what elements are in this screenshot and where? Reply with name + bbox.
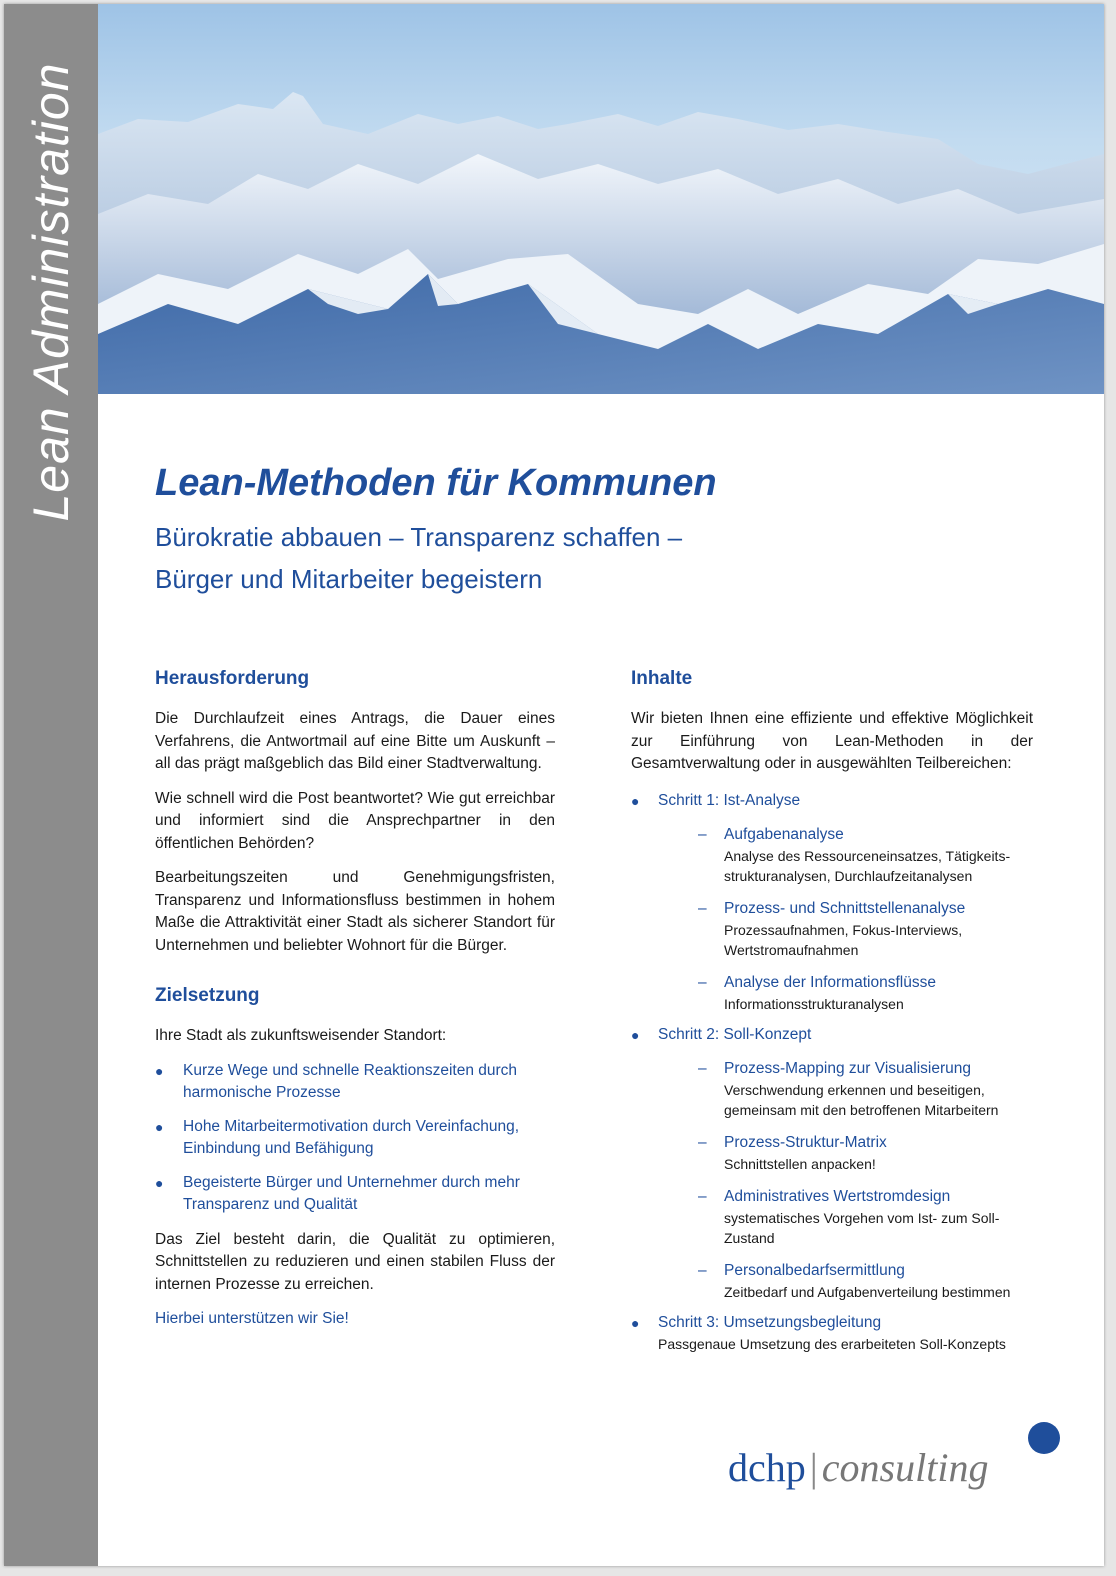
step-item [631, 790, 1033, 1014]
step-desc: Passgenaue Umsetzung des erarbeiteten Soll-Konzepts [658, 1335, 1006, 1352]
steps-list [631, 790, 1033, 1354]
substep-label: Aufgabenanalyse [724, 825, 844, 843]
right-column [631, 668, 1033, 1364]
logo-brand: dchp [728, 1445, 806, 1490]
substep-item [658, 1058, 1033, 1120]
contents-intro: Wir bieten Ihnen eine effiziente und effektive Möglichkeit zur Einführung von Lean-Methoden in der Gesamtverwaltung oder in ausgewählten Teilbereichen: [631, 710, 1033, 772]
step-label: Schritt 2: Soll-Konzept [658, 1025, 812, 1043]
goal-bullet-list [155, 1060, 555, 1217]
dash-icon: – [698, 1187, 707, 1205]
bullet-dot-icon: ● [155, 1062, 164, 1079]
substep-desc: Schnittstellen anpacken! [724, 1155, 876, 1172]
substep-label: Prozess-Struktur-Matrix [724, 1133, 887, 1151]
substep-desc: Analyse des Ressourceneinsatzes, Tätigkeits-strukturanalysen, Durchlaufzeitanalysen [724, 847, 1011, 884]
step-item [631, 1024, 1033, 1302]
bullet-dot-icon: ● [631, 1026, 640, 1043]
goal-bullet [155, 1060, 555, 1105]
substep-item [658, 1132, 1033, 1174]
substep-desc: Zeitbedarf und Aufgabenverteilung bestimmen [724, 1283, 1011, 1300]
bullet-dot-icon: ● [155, 1118, 164, 1135]
substep-item [658, 898, 1033, 960]
logo-suffix: consulting [821, 1445, 989, 1490]
page-subtitle [155, 516, 855, 600]
substep-item [658, 824, 1033, 886]
substep-label: Administratives Wertstromdesign [724, 1187, 951, 1205]
goal-bullet [155, 1172, 555, 1217]
subtitle-line-1: Bürokratie abbauen – Transparenz schaffen – [155, 522, 683, 552]
dash-icon: – [698, 1133, 707, 1151]
dash-icon: – [698, 1059, 707, 1077]
challenge-paragraph: Wie schnell wird die Post beantwortet? Wie gut erreichbar und informiert sind die Ansprechpartner in den öffentlichen Behörden? [155, 789, 555, 852]
substep-item [658, 1260, 1033, 1302]
substep-label: Personalbedarfsermittlung [724, 1261, 905, 1279]
substep-label: Prozess- und Schnittstellenanalyse [724, 899, 966, 917]
step-item [631, 1312, 1033, 1354]
step-label: Schritt 1: Ist-Analyse [658, 791, 801, 809]
substep-desc: Verschwendung erkennen und beseitigen, gemeinsam mit den betroffenen Mitarbeitern [724, 1081, 999, 1118]
bullet-dot-icon: ● [155, 1174, 164, 1191]
substep-desc: systematisches Vorgehen vom Ist- zum Soll-Zustand [724, 1209, 1000, 1246]
contents-heading: Inhalte [631, 668, 693, 689]
dash-icon: – [698, 899, 707, 917]
company-logo [728, 1436, 1068, 1506]
goal-bullet-text: Hohe Mitarbeitermotivation durch Vereinfachung, Einbindung und Befähigung [183, 1117, 520, 1157]
substep-item [658, 972, 1033, 1014]
subtitle-line-2: Bürger und Mitarbeiter begeistern [155, 564, 543, 594]
substep-desc: Prozessaufnahmen, Fokus-Interviews, Wertstromaufnahmen [724, 921, 963, 958]
goal-bullet-text: Kurze Wege und schnelle Reaktionszeiten durch harmonische Prozesse [183, 1061, 518, 1101]
challenge-heading: Herausforderung [155, 668, 310, 689]
mountain-panorama-image [98, 4, 1104, 394]
sidebar-band [4, 4, 98, 1566]
sidebar-label: Lean Administration [23, 62, 79, 522]
support-line: Hierbei unterstützen wir Sie! [155, 1310, 349, 1327]
goal-closing: Das Ziel besteht darin, die Qualität zu optimieren, Schnittstellen zu reduzieren und einen stabilen Fluss der internen Prozesse zu erreichen. [155, 1230, 555, 1293]
goal-heading: Zielsetzung [155, 985, 260, 1006]
step-label: Schritt 3: Umsetzungsbegleitung [658, 1313, 882, 1331]
page-title: Lean-Methoden für Kommunen [155, 462, 717, 504]
challenge-paragraph: Die Durchlaufzeit eines Antrags, die Dauer eines Verfahrens, die Antwortmail auf eine Bitte um Auskunft – all das prägt maßgeblich das Bild einer Stadtverwaltung. [155, 710, 555, 772]
logo-dot-icon [1028, 1422, 1060, 1454]
logo-separator: | [809, 1445, 818, 1490]
document-page [4, 4, 1104, 1566]
logo-wordmark [728, 1444, 988, 1491]
challenge-paragraph: Bearbeitungszeiten und Genehmigungsfristen, Transparenz und Informationsfluss bestimmen in hohem Maße die Attraktivität einer Stadt als sicherer Standort für Unternehmen und beliebter Wohnort für die Bürger. [155, 869, 555, 954]
substep-label: Prozess-Mapping zur Visualisierung [724, 1059, 971, 1077]
dash-icon: – [698, 973, 707, 991]
hero-image [98, 4, 1104, 394]
goal-intro: Ihre Stadt als zukunftsweisender Standort: [155, 1027, 447, 1044]
bullet-dot-icon: ● [631, 792, 640, 809]
dash-icon: – [698, 825, 707, 843]
left-column [155, 668, 555, 1343]
goal-bullet [155, 1116, 555, 1161]
substep-label: Analyse der Informationsflüsse [724, 973, 936, 991]
bullet-dot-icon: ● [631, 1314, 640, 1331]
goal-bullet-text: Begeisterte Bürger und Unternehmer durch mehr Transparenz und Qualität [183, 1173, 520, 1213]
substep-desc: Informationsstrukturanalysen [724, 995, 904, 1012]
substep-item [658, 1186, 1033, 1248]
dash-icon: – [698, 1261, 707, 1279]
